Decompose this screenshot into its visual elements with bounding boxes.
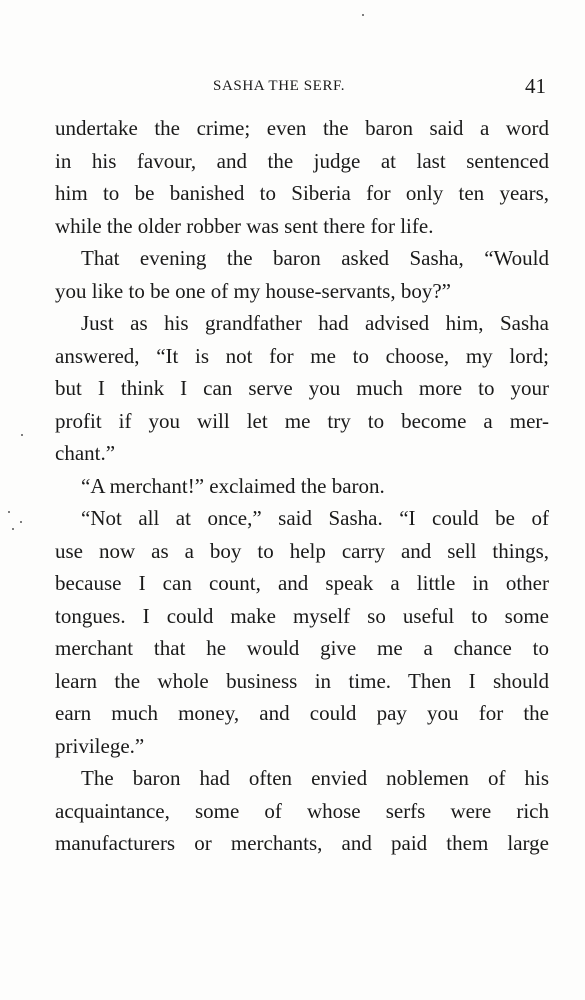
text-line: use now as a boy to help carry and sell things, [55, 538, 549, 563]
text-line: The baron had often envied noblemen of his [81, 766, 549, 790]
text-line: profit if you will let me try to become a mer- [55, 408, 549, 433]
text-line: Just as his grandfather had advised him, Sasha [81, 311, 549, 335]
text-line: learn the whole business in time. Then I should [55, 668, 549, 693]
text-line: earn much money, and could pay you for the [55, 701, 549, 725]
running-title: SASHA THE SERF. [213, 78, 346, 94]
text-line: while the older robber was sent there for life. [55, 213, 434, 238]
text-line: That evening the baron asked Sasha, “Would [81, 246, 549, 270]
text-line: in his favour, and the judge at last sentenced [55, 148, 549, 173]
text-line: but I think I can serve you much more to your [55, 376, 549, 400]
text-line: because I can count, and speak a little in other [55, 571, 549, 595]
paper-speck [12, 528, 14, 530]
text-line: chant.” [55, 441, 116, 465]
text-line: merchant that he would give me a chance to [55, 636, 549, 660]
paper-speck [21, 434, 23, 436]
running-head [55, 74, 550, 100]
text-line: undertake the crime; even the baron said a word [55, 116, 549, 140]
paper-speck [8, 511, 10, 513]
body-text [55, 112, 549, 860]
text-line: tongues. I could make myself so useful to some [55, 603, 549, 628]
text-line: “Not all at once,” said Sasha. “I could be of [81, 506, 549, 530]
text-line: you like to be one of my house-servants, boy?” [55, 278, 451, 303]
paper-speck [20, 521, 22, 523]
page-number: 41 [525, 74, 546, 98]
text-line: him to be banished to Siberia for only ten years, [55, 181, 549, 205]
text-line: answered, “It is not for me to choose, my lord; [55, 343, 549, 368]
text-line: acquaintance, some of whose serfs were rich [55, 798, 549, 823]
text-line: privilege.” [55, 733, 145, 758]
paper-speck [362, 14, 364, 16]
text-line: manufacturers or merchants, and paid them large [55, 831, 549, 855]
text-line: “A merchant!” exclaimed the baron. [81, 473, 385, 498]
